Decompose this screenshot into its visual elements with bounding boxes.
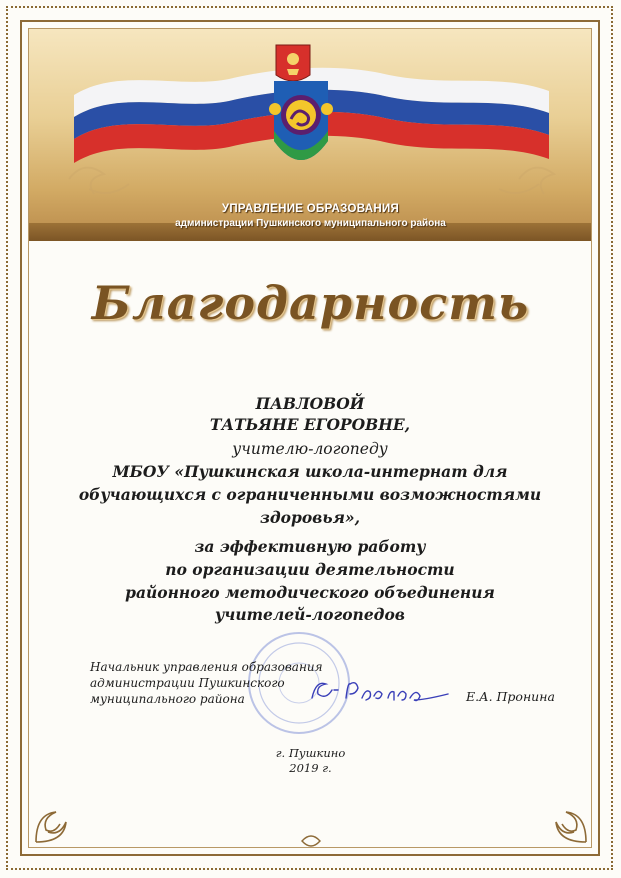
corner-ornament-bottom-left: [32, 796, 82, 846]
recipient-surname: ПАВЛОВОЙ: [255, 394, 365, 413]
certificate-title: Благодарность: [91, 276, 530, 330]
pushkino-district-coat-of-arms: [269, 81, 333, 160]
signatory-position-line-3: муниципального района: [90, 692, 245, 706]
header-ornament-left: [69, 168, 129, 194]
signatory-position-line-2: администрации Пушкинского: [90, 676, 285, 690]
issue-city: г. Пушкино: [275, 746, 346, 760]
moscow-region-coat-of-arms: [276, 45, 310, 81]
recipient-name: ТАТЬЯНЕ ЕГОРОВНЕ,: [209, 415, 411, 434]
organization-subtitle: администрации Пушкинского муниципального района: [175, 218, 446, 229]
reason-line-4: учителей-логопедов: [215, 605, 405, 624]
recipient-school-line-2: обучающихся с ограниченными возможностями: [78, 485, 542, 504]
reason-line-3: районного методического объединения: [125, 583, 495, 602]
header-ornament-right: [499, 168, 554, 194]
organization-title: УПРАВЛЕНИЕ ОБРАЗОВАНИЯ: [221, 203, 400, 215]
handwritten-signature: [306, 672, 456, 712]
bottom-center-ornament: [300, 834, 322, 848]
recipient-school-line-3: здоровья»,: [259, 508, 360, 527]
recipient-position: учителю-логопеду: [232, 440, 388, 458]
reason-line-1: за эффективную работу: [194, 537, 426, 556]
issue-year: 2019 г.: [289, 761, 332, 775]
signatory-position-line-1: Начальник управления образования: [90, 660, 323, 674]
reason-line-2: по организации деятельности: [165, 560, 455, 579]
recipient-school-line-1: МБОУ «Пушкинская школа-интернат для: [112, 462, 508, 481]
signatory-name: Е.А. Пронина: [466, 689, 555, 704]
corner-ornament-bottom-right: [540, 796, 590, 846]
